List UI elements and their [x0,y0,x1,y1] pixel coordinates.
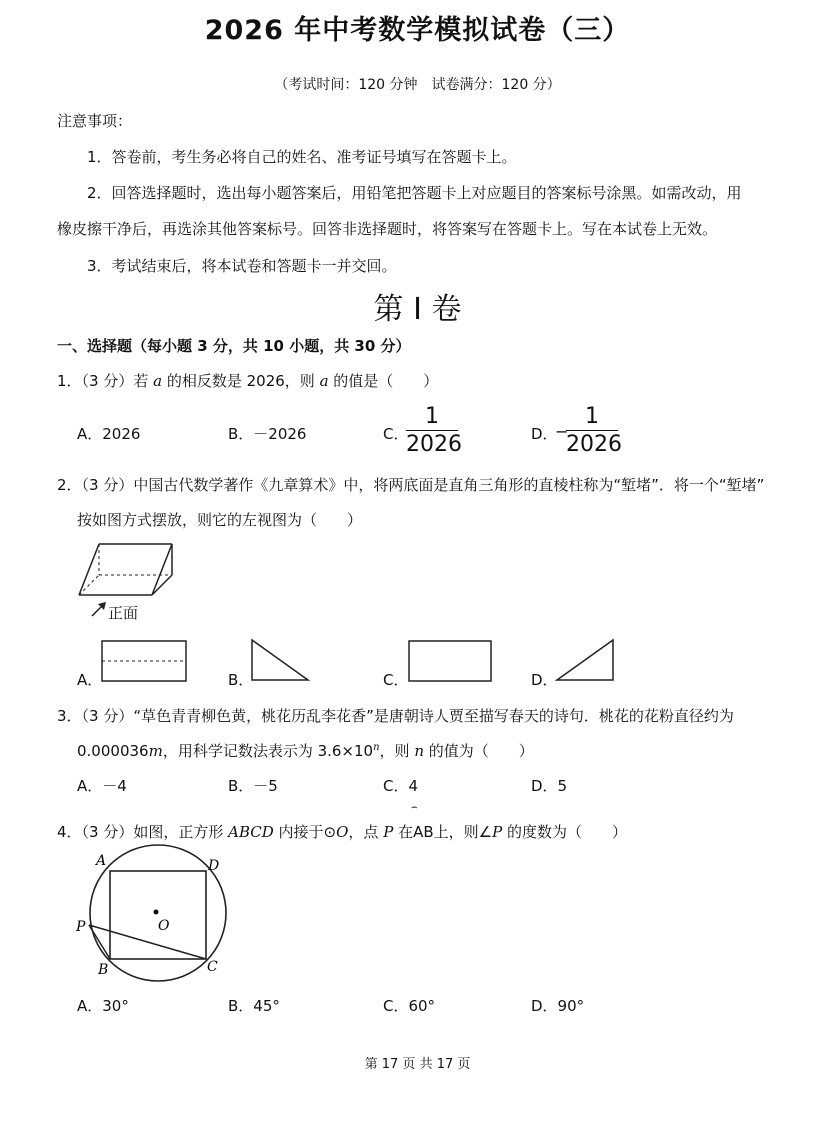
part1-heading: 一、选择题（每小题 3 分，共 10 小题，共 30 分） [57,337,411,355]
q1-option-b: B．－2026 [228,425,307,443]
question-2-stem-line-1: 2．（3 分）中国古代数学著作《九章算术》中，将两底面是直角三角形的直棱柱称为“堑堵”．将一个“堑堵” [57,476,765,494]
q3-option-a: A．－4 [77,777,127,795]
question-1-stem: 1．（3 分）若 a 的相反数是 2026，则 a 的值是（ ） [57,372,439,390]
q3-option-d: D．5 [531,777,568,795]
q4-option-d: D．90° [531,997,585,1015]
label-p: P [76,919,86,935]
notice-item-1: 1．答卷前，考生务必将自己的姓名、准考证号填写在答题卡上。 [87,148,517,166]
q1-option-d-sign: − [555,422,569,441]
front-arrow-icon [90,600,110,620]
q4-option-b: B．45° [228,997,280,1015]
exam-info: （考试时间：120 分钟 试卷满分：120 分） [274,77,561,93]
label-o: O [158,918,170,934]
label-d: D [208,858,220,874]
label-b: B [98,962,109,978]
q1-option-c-fraction: 1 2026 [406,404,462,457]
question-3-stem-line-2: 0.000036m，用科学记数法表示为 $3.6\times 10^n$，则 n 的值为（ ） [77,742,534,760]
q2-option-a: A． [77,671,103,689]
q2-option-d: D． [531,671,558,689]
arc-mark: ⌢ [411,802,418,813]
question-2-stem-line-2: 按如图方式摆放，则它的左视图为（ ） [77,511,363,529]
q2-option-c: C． [383,671,409,689]
question-4-stem: 4．（3 分）如图，正方形 ABCD 内接于⊙O，点 P 在AB上，则∠P 的度数为（ ） [57,823,627,841]
q2-option-b: B． [228,671,254,689]
q4-option-c: C．60° [383,997,436,1015]
notice-heading: 注意事项： [57,112,133,130]
front-view-label: 正面 [108,604,139,622]
q1-option-d-label: D． [531,425,558,443]
q1-option-c-label: C． [383,425,409,443]
page-footer: 第 17 页 共 17 页 [364,1057,471,1072]
prism-figure [70,538,180,608]
notice-item-2-line-1: 2．回答选择题时，选出每小题答案后，用铅笔把答题卡上对应题目的答案标号涂黑。如需改动，用 [87,184,742,202]
q4-figure [72,845,232,985]
q4-option-a: A．30° [77,997,129,1015]
q1-option-d-fraction: 1 2026 [566,404,622,457]
label-a: A [96,853,107,869]
label-c: C [207,959,218,975]
q2-option-a-figure [100,640,188,684]
q3-option-c: C．4 [383,777,419,795]
q2-option-d-figure [555,638,617,684]
page-title: 2026 年中考数学模拟试卷（三） [204,15,631,46]
question-3-stem-line-1: 3．（3 分）“草色青青柳色黄，桃花历乱李花香”是唐朝诗人贾至描写春天的诗句．桃花的花粉直径约为 [57,707,734,725]
q1-option-a: A．2026 [77,425,141,443]
q3-option-b: B．－5 [228,777,278,795]
q2-option-b-figure [250,638,312,684]
notice-item-2-line-2: 橡皮擦干净后，再选涂其他答案标号。回答非选择题时，将答案写在答题卡上。写在本试卷上无效。 [57,220,718,238]
q2-option-c-figure [407,640,493,684]
notice-item-3: 3．考试结束后，将本试卷和答题卡一并交回。 [87,257,397,275]
section-title: 第 I 卷 [373,292,462,327]
